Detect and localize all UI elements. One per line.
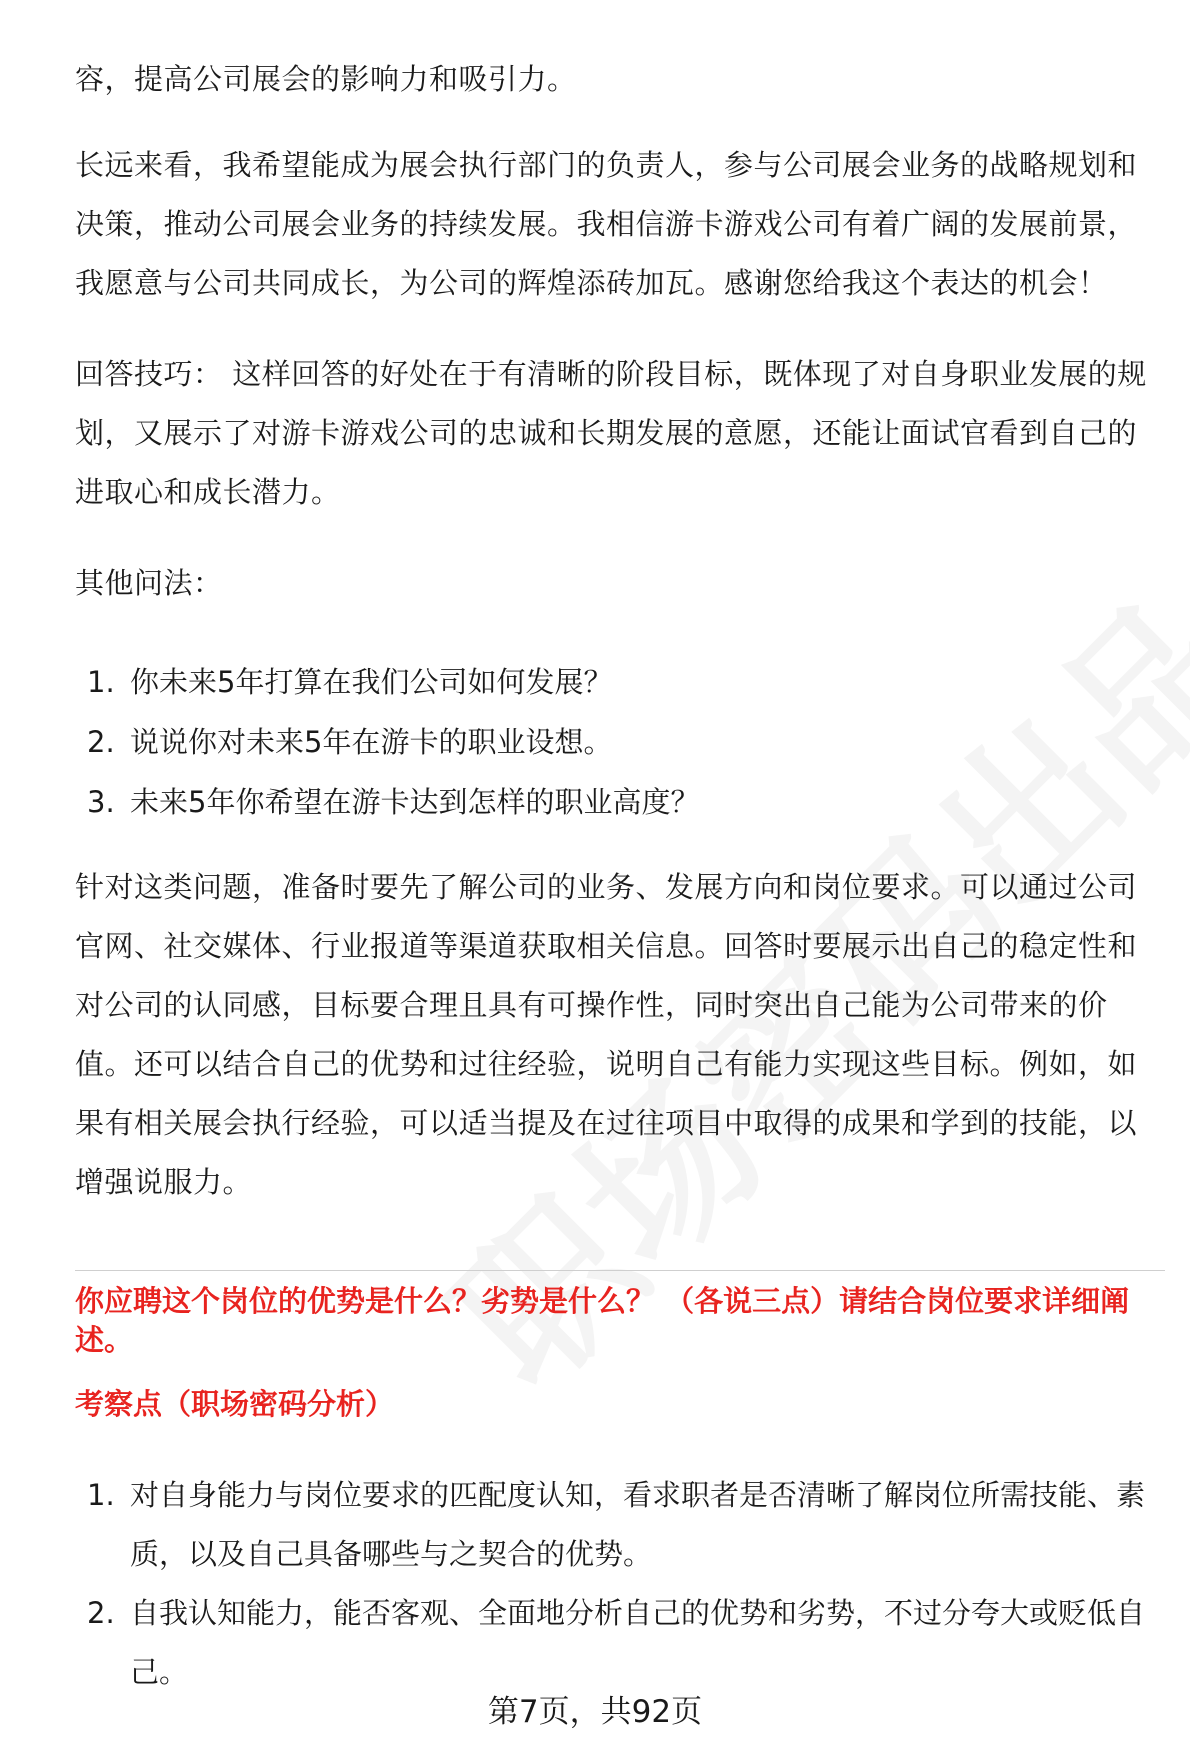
paragraph-other-questions-heading: 其他问法： [75,566,223,600]
list-text: 说说你对未来5年在游卡的职业设想。 [130,725,613,759]
list-item [75,1466,1165,1584]
list-text: 未来5年你希望在游卡达到怎样的职业高度？ [130,785,700,819]
list-number: 2. [87,725,115,759]
list-text: 自我认知能力，能否客观、全面地分析自己的优势和劣势，不过分夸大或贬低自己。 [130,1596,1146,1689]
question-title: 你应聘这个岗位的优势是什么？劣势是什么？ （各说三点）请结合岗位要求详细阐述。 [75,1284,1130,1357]
list-text: 你未来5年打算在我们公司如何发展？ [130,665,613,699]
page-number: 第7页，共92页 [487,1694,703,1730]
paragraph-long-term-goal: 长远来看，我希望能成为展会执行部门的负责人，参与公司展会业务的战略规划和决策，推动公司展会业务的持续发展。我相信游卡游戏公司有着广阔的发展前景，我愿意与公司共同成长，为公司的辉煌添砖加瓦。感谢您给我这个表达的机会！ [75,148,1138,300]
paragraph-preparation-advice: 针对这类问题，准备时要先了解公司的业务、发展方向和岗位要求。可以通过公司官网、社交媒体、行业报道等渠道获取相关信息。回答时要展示出自己的稳定性和对公司的认同感，目标要合理且具有可操作性，同时突出自己能为公司带来的价值。还可以结合自己的优势和过往经验，说明自己有能力实现这些目标。例如，如果有相关展会执行经验，可以适当提及在过往项目中取得的成果和学到的技能，以增强说服力。 [75,870,1138,1199]
list-number: 1. [87,1478,115,1512]
list-number: 3. [87,785,115,819]
list-item [75,652,1165,712]
other-questions-list [75,652,1165,832]
paragraph-continuation: 容，提高公司展会的影响力和吸引力。 [75,62,577,96]
question-subtitle: 考察点（职场密码分析） [75,1387,395,1421]
list-number: 1. [87,665,115,699]
list-item [75,1584,1165,1702]
section-divider [75,1270,1165,1271]
assessment-points-list [75,1466,1165,1702]
list-item [75,772,1165,832]
list-number: 2. [87,1596,115,1630]
paragraph-answer-tips: 回答技巧： 这样回答的好处在于有清晰的阶段目标，既体现了对自身职业发展的规划，又展示了对游卡游戏公司的忠诚和长期发展的意愿，还能让面试官看到自己的进取心和成长潜力。 [75,357,1147,509]
list-text: 对自身能力与岗位要求的匹配度认知，看求职者是否清晰了解岗位所需技能、素质，以及自己具备哪些与之契合的优势。 [130,1478,1146,1571]
list-item [75,712,1165,772]
